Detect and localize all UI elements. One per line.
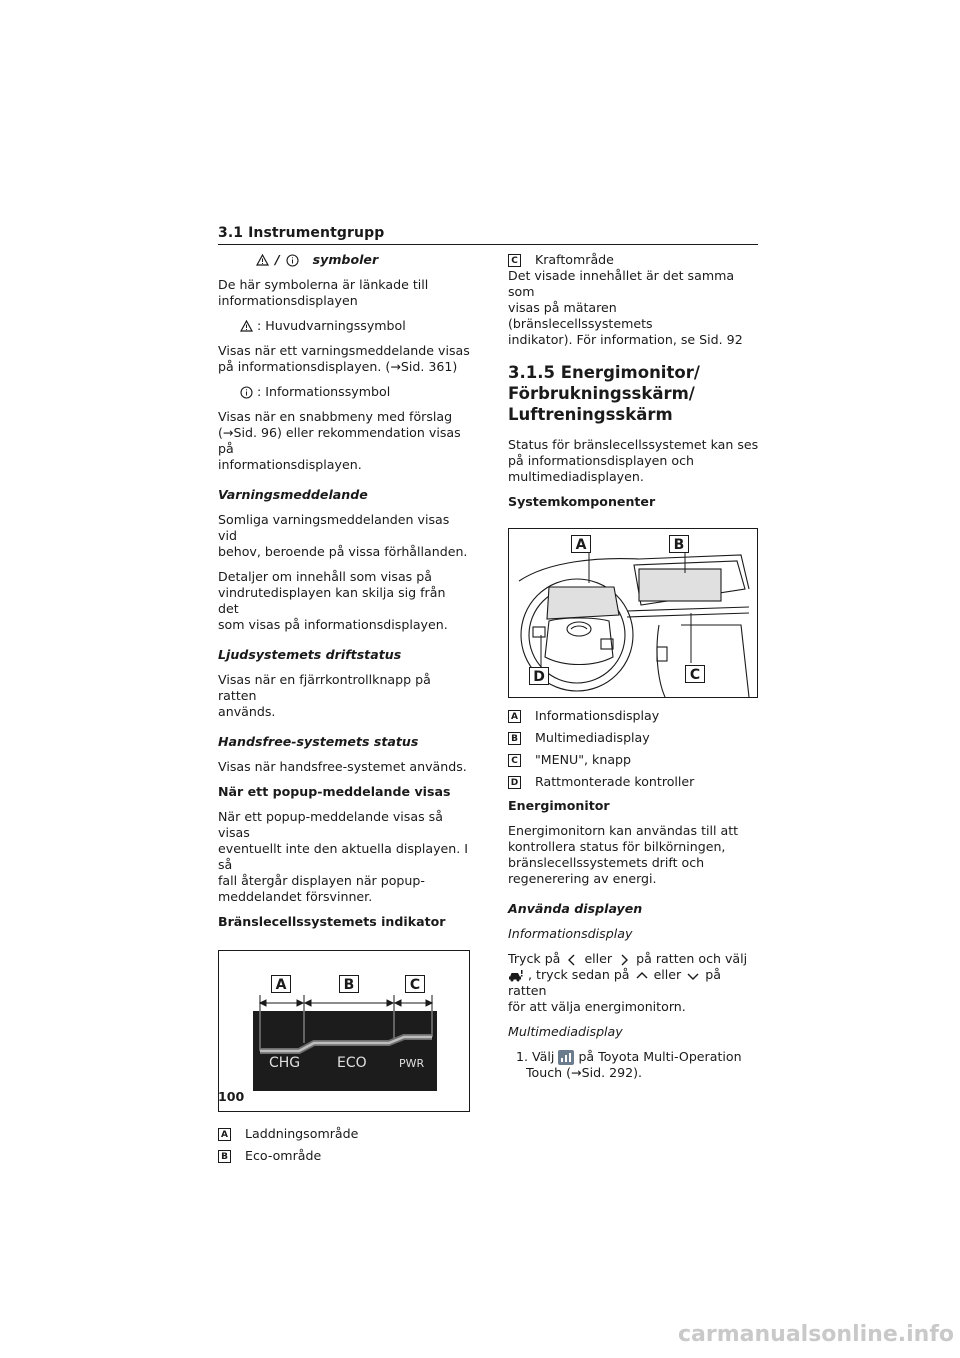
text-line: Detaljer om innehåll som visas på	[218, 569, 432, 584]
text-line	[516, 1049, 760, 1065]
legend-key: C	[508, 754, 521, 767]
text-fragment: , tryck sedan på	[528, 967, 630, 982]
left-column	[218, 252, 470, 1170]
text-line: visas på mätaren (bränslecellssystemets	[508, 300, 653, 331]
text-line: Touch (→Sid. 292).	[526, 1065, 643, 1080]
handsfree-heading: Handsfree-systemets status	[218, 734, 419, 749]
text-line: Förbrukningsskärm/	[508, 384, 695, 403]
car-icon	[508, 969, 524, 982]
warning-icon	[256, 254, 269, 266]
section-header	[218, 222, 758, 245]
c-description	[508, 268, 760, 348]
text-fragment: på ratten	[508, 967, 721, 998]
legend-text: Laddningsområde	[245, 1126, 359, 1141]
legend-key: B	[508, 732, 521, 745]
text-line: vindrutedisplayen kan skilja sig från det	[218, 585, 446, 616]
dashboard-label-a: A	[571, 535, 591, 553]
section-title: 3.1 Instrumentgrupp	[218, 225, 385, 241]
dashboard-figure	[508, 528, 758, 698]
info-display-heading: Informationsdisplay	[508, 926, 633, 941]
gauge-eco-text: ECO	[337, 1055, 367, 1071]
symbols-heading-text: symboler	[312, 252, 379, 267]
text-fragment: på Toyota Multi-Operation	[578, 1049, 742, 1064]
audio-description	[218, 672, 470, 720]
gauge-chg-text: CHG	[269, 1055, 301, 1071]
legend-key: C	[508, 254, 521, 267]
figure-label-a: A	[271, 975, 291, 993]
info-symbol-row	[218, 384, 470, 400]
text-line: När ett popup-meddelande visas så visas	[218, 809, 443, 840]
legend-item-a	[218, 1126, 470, 1142]
multimedia-display-heading: Multimediadisplay	[508, 1024, 623, 1039]
legend-text: Rattmonterade kontroller	[535, 774, 695, 789]
dashboard-label-d: D	[529, 667, 549, 685]
legend-key: D	[508, 776, 521, 789]
text-line: 3.1.5 Energimonitor/	[508, 363, 700, 382]
text-line: Visas när ett varningsmeddelande visas	[218, 343, 470, 358]
text-line: på informationsdisplayen. (→Sid. 361)	[218, 359, 458, 374]
warning-description	[218, 343, 470, 375]
symbols-separator: /	[275, 252, 280, 267]
text-line: Energimonitorn kan användas till att	[508, 823, 739, 838]
text-line: Somliga varningsmeddelanden visas vid	[218, 512, 450, 543]
text-line: informationsdisplayen	[218, 293, 358, 308]
text-line: som visas på informationsdisplayen.	[218, 617, 448, 632]
handsfree-description: Visas när handsfree-systemet används.	[218, 759, 467, 774]
section-heading	[508, 362, 760, 425]
step-number: 1.	[516, 1049, 529, 1064]
step-1	[508, 1049, 760, 1081]
legend-key: A	[218, 1128, 231, 1141]
text-line: multimediadisplayen.	[508, 469, 644, 484]
warning-icon	[240, 320, 253, 332]
text-line	[508, 951, 760, 967]
tap-instructions	[508, 951, 760, 1015]
legend-key: A	[508, 710, 521, 723]
text-line: Luftreningsskärm	[508, 405, 673, 424]
text-fragment: eller	[653, 967, 682, 982]
fuelcell-indicator-figure	[218, 950, 470, 1112]
info-icon	[286, 254, 299, 267]
energy-monitor-icon	[558, 1050, 574, 1065]
use-display-heading: Använda displayen	[508, 901, 643, 916]
text-line: regenerering av energi.	[508, 871, 657, 886]
section-intro	[508, 437, 760, 485]
legend-item-c	[508, 252, 760, 268]
text-line: meddelandet försvinner.	[218, 889, 373, 904]
text-line: behov, beroende på vissa förhållanden.	[218, 544, 468, 559]
components-heading: Systemkomponenter	[508, 494, 656, 509]
text-line: indikator). För information, se Sid. 92	[508, 332, 743, 347]
legend-item-c	[508, 752, 760, 768]
legend-key: B	[218, 1150, 231, 1163]
legend-text: Kraftområde	[535, 252, 614, 267]
legend-text: Eco-område	[245, 1148, 322, 1163]
warnings-paragraph-2	[218, 569, 470, 633]
text-line: Visas när en fjärrkontrollknapp på ratten	[218, 672, 431, 703]
legend-item-a	[508, 708, 760, 724]
text-line: används.	[218, 704, 276, 719]
legend-item-b	[218, 1148, 470, 1164]
gauge-diagram	[219, 951, 469, 1111]
symbols-heading	[218, 252, 470, 268]
chevron-left-icon	[564, 954, 580, 966]
legend-item-d	[508, 774, 760, 790]
audio-heading: Ljudsystemets driftstatus	[218, 647, 402, 662]
warnings-paragraph-1	[218, 512, 470, 560]
text-line: bränslecellssystemets drift och	[508, 855, 705, 870]
text-line: kontrollera status för bilkörningen,	[508, 839, 726, 854]
legend-text: "MENU", knapp	[535, 752, 632, 767]
text-fragment: eller	[584, 951, 613, 966]
text-line: för att välja energimonitorn.	[508, 999, 686, 1014]
text-line: Status för bränslecellssystemet kan ses	[508, 437, 759, 452]
energy-heading: Energimonitor	[508, 798, 610, 813]
figure-label-b: B	[339, 975, 359, 993]
fuelcell-heading: Bränslecellssystemets indikator	[218, 914, 446, 929]
text-line: fall återgår displayen när popup-	[218, 873, 425, 888]
warning-symbol-row	[218, 318, 470, 334]
right-column	[508, 252, 760, 1090]
text-line: Visas när en snabbmeny med förslag	[218, 409, 453, 424]
text-fragment: Tryck på	[508, 951, 561, 966]
text-line	[508, 967, 760, 999]
chevron-right-icon	[616, 954, 632, 966]
text-line: Det visade innehållet är det samma som	[508, 268, 735, 299]
info-symbol-label: : Informationssymbol	[257, 384, 391, 399]
figure-label-c: C	[405, 975, 425, 993]
dashboard-label-c: C	[685, 665, 705, 683]
text-fragment: Välj	[532, 1049, 555, 1064]
text-line: på informationsdisplayen och	[508, 453, 695, 468]
warnings-heading: Varningsmeddelande	[218, 487, 368, 502]
dashboard-label-b: B	[669, 535, 689, 553]
chevron-down-icon	[685, 970, 701, 982]
text-line: eventuellt inte den aktuella displayen. I så	[218, 841, 468, 872]
text-fragment: på ratten och välj	[636, 951, 748, 966]
symbols-intro	[218, 277, 470, 309]
legend-text: Multimediadisplay	[535, 730, 650, 745]
energy-description	[508, 823, 760, 887]
chevron-up-icon	[634, 970, 650, 982]
legend-item-b	[508, 730, 760, 746]
legend-text: Informationsdisplay	[535, 708, 660, 723]
page-number: 100	[218, 1089, 245, 1104]
popup-heading: När ett popup-meddelande visas	[218, 784, 451, 799]
watermark: carmanualsonline.info	[678, 1322, 954, 1347]
text-line: informationsdisplayen.	[218, 457, 362, 472]
gauge-pwr-text: PWR	[399, 1057, 425, 1070]
text-line: (→Sid. 96) eller rekommendation visas på	[218, 425, 461, 456]
info-icon	[240, 386, 253, 399]
warning-symbol-label: : Huvudvarningssymbol	[257, 318, 406, 333]
info-description	[218, 409, 470, 473]
text-line: De här symbolerna är länkade till	[218, 277, 429, 292]
popup-description	[218, 809, 470, 905]
